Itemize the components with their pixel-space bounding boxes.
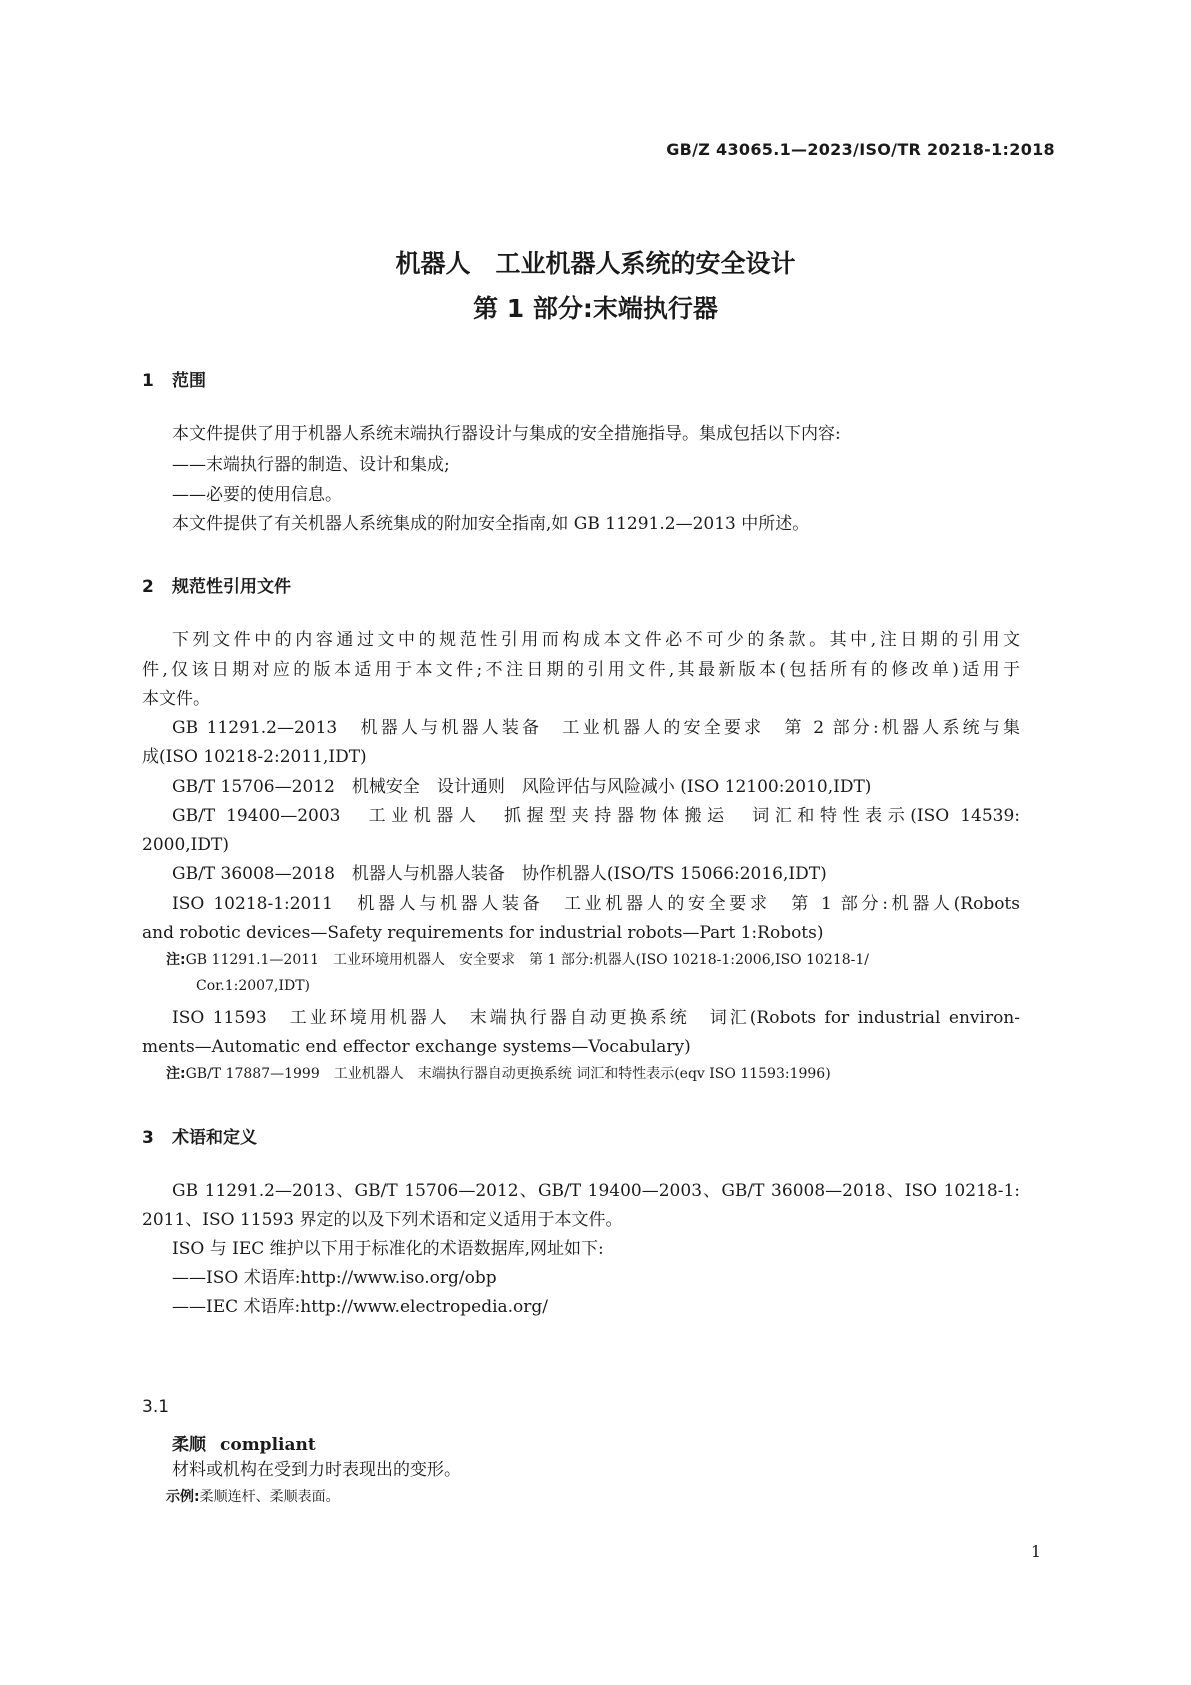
scope-paragraph-1: 本文件提供了用于机器人系统末端执行器设计与集成的安全措施指导。集成包括以下内容: <box>172 424 841 444</box>
section-1-heading <box>142 366 206 391</box>
term-definition: 材料或机构在受到力时表现出的变形。 <box>172 1460 461 1480</box>
reference-entry: ISO 10218-1:2011 机器人与机器人装备 工业机器人的安全要求 第 1 部分:机器人(Robots <box>172 894 1020 914</box>
scope-list-item: ——必要的使用信息。 <box>172 485 342 505</box>
scope-list-item: ——末端执行器的制造、设计和集成; <box>172 455 450 475</box>
terms-paragraph-line: 2011、ISO 11593 界定的以及下列术语和定义适用于本文件。 <box>142 1210 623 1230</box>
reference-entry-cont: ments—Automatic end effector exchange systems—Vocabulary) <box>142 1037 691 1057</box>
section-3-heading <box>142 1123 257 1148</box>
page-number: 1 <box>1030 1542 1041 1561</box>
section-number: 2 <box>142 577 154 597</box>
section-title: 术语和定义 <box>172 1128 257 1148</box>
terminology-database-item: ——IEC 术语库:http://www.electropedia.org/ <box>172 1297 549 1317</box>
document-title-line2: 第 1 部分:末端执行器 <box>473 294 718 323</box>
terms-paragraph-line: GB 11291.2—2013、GB/T 15706—2012、GB/T 19400—2003、GB/T 36008—2018、ISO 10218-1: <box>172 1181 1020 1201</box>
note-label: 注: <box>166 952 186 968</box>
document-title-line1: 机器人 工业机器人系统的安全设计 <box>395 249 796 278</box>
normative-intro-line: 本文件。 <box>142 689 210 709</box>
section-number: 1 <box>142 371 154 391</box>
reference-entry: GB/T 19400—2003 工业机器人 抓握型夹持器物体搬运 词汇和特性表示(ISO 14539: <box>172 806 1020 826</box>
section-2-heading <box>142 572 291 597</box>
reference-entry-cont: 成(ISO 10218-2:2011,IDT) <box>142 747 367 767</box>
reference-entry: GB/T 15706—2012 机械安全 设计通则 风险评估与风险减小 (ISO 12100:2010,IDT) <box>172 777 872 797</box>
section-number: 3 <box>142 1128 154 1148</box>
note-text: GB 11291.1—2011 工业环境用机器人 安全要求 第 1 部分:机器人(ISO 10218-1:2006,ISO 10218-1/ <box>185 952 869 968</box>
normative-intro-line: 件,仅该日期对应的版本适用于本文件;不注日期的引用文件,其最新版本(包括所有的修改单)适用于 <box>142 660 1020 680</box>
terminology-database-item: ——ISO 术语库:http://www.iso.org/obp <box>172 1268 497 1288</box>
standard-code: GB/Z 43065.1—2023/ISO/TR 20218-1:2018 <box>666 140 1055 159</box>
reference-entry: GB 11291.2—2013 机器人与机器人装备 工业机器人的安全要求 第 2 部分:机器人系统与集 <box>172 718 1020 738</box>
reference-entry-cont: and robotic devices—Safety requirements for industrial robots—Part 1:Robots) <box>142 923 824 943</box>
term-entry <box>172 1430 316 1455</box>
terms-paragraph: ISO 与 IEC 维护以下用于标准化的术语数据库,网址如下: <box>172 1239 604 1259</box>
term-english: compliant <box>220 1435 316 1455</box>
reference-entry: ISO 11593 工业环境用机器人 末端执行器自动更换系统 词汇(Robots for industrial environ- <box>172 1008 1020 1028</box>
reference-note <box>166 951 869 969</box>
section-title: 规范性引用文件 <box>172 577 291 597</box>
scope-paragraph-2: 本文件提供了有关机器人系统集成的附加安全指南,如 GB 11291.2—2013 中所述。 <box>172 514 810 534</box>
term-chinese: 柔顺 <box>172 1435 206 1455</box>
term-example <box>166 1488 340 1506</box>
example-text: 柔顺连杆、柔顺表面。 <box>199 1489 340 1505</box>
note-text: GB/T 17887—1999 工业机器人 末端执行器自动更换系统 词汇和特性表示(eqv ISO 11593:1996) <box>185 1066 831 1082</box>
reference-entry: GB/T 36008—2018 机器人与机器人装备 协作机器人(ISO/TS 15066:2016,IDT) <box>172 864 827 884</box>
example-label: 示例: <box>166 1489 200 1505</box>
section-title: 范围 <box>172 371 206 391</box>
reference-note <box>166 1065 831 1083</box>
term-number: 3.1 <box>142 1397 170 1417</box>
normative-intro-line: 下列文件中的内容通过文中的规范性引用而构成本文件必不可少的条款。其中,注日期的引用文 <box>172 630 1020 650</box>
note-label: 注: <box>166 1066 186 1082</box>
reference-note-cont: Cor.1:2007,IDT) <box>196 978 311 994</box>
reference-entry-cont: 2000,IDT) <box>142 835 229 855</box>
